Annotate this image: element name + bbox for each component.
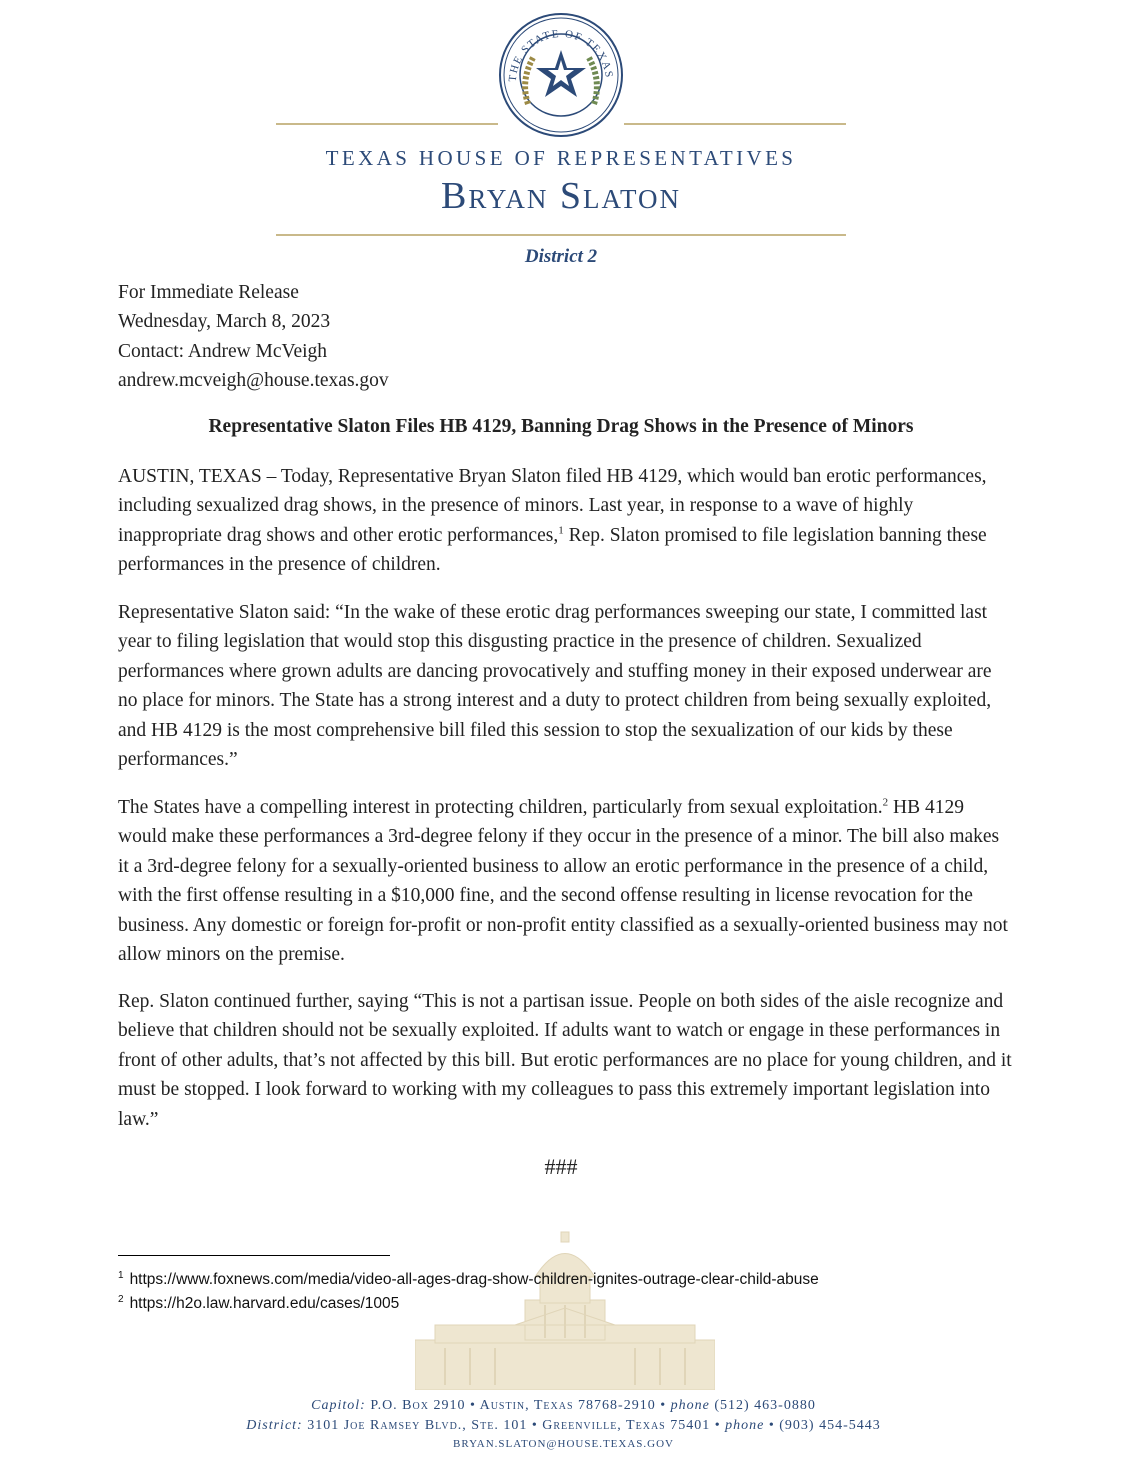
- end-mark: ###: [544, 1154, 578, 1179]
- paragraph-2: Representative Slaton said: “In the wake of these erotic drag performances sweeping our state, I committed last year to filing legislation that would stop this disgusting practice in the presence of children. Sexualized performances where grown adults are dancing provocatively and stuffing money in their exposed underwear are no place for minors. The State has a strong interest and a duty to protect children from being sexually exploited, and HB 4129 is the most comprehensive bill filed this session to stop the sexualization of our kids by these performances.”: [118, 602, 992, 771]
- header-rule-left: [276, 123, 498, 125]
- contact-name: Contact: Andrew McVeigh: [118, 340, 328, 362]
- headline: Representative Slaton Files HB 4129, Banning Drag Shows in the Presence of Minors: [208, 416, 914, 437]
- texas-state-seal: [498, 12, 624, 138]
- footer-capitol-line: Capitol: P.O. Box 2910 • Austin, Texas 78768-2910 • phone (512) 463-0880: [311, 1398, 816, 1413]
- district-label: District 2: [524, 246, 598, 267]
- footnote-separator: [118, 1255, 390, 1256]
- seal-text: THE STATE OF TEXAS: [506, 27, 615, 83]
- release-info: [118, 278, 389, 395]
- header-rule-bottom: [276, 234, 846, 236]
- footnote-2: $^2$ https://h2o.law.harvard.edu/cases/1005: [118, 1294, 400, 1313]
- release-date: Wednesday, March 8, 2023: [118, 311, 331, 333]
- contact-email[interactable]: andrew.mcveigh@house.texas.gov: [118, 369, 389, 391]
- footnote-ref-1[interactable]: 1: [558, 524, 564, 537]
- capitol-building-watermark: [415, 1230, 715, 1390]
- footnote-ref-2[interactable]: 2: [882, 796, 889, 809]
- header-rule-right: [624, 123, 846, 125]
- chamber-name: TEXAS HOUSE OF REPRESENTATIVES: [325, 146, 797, 170]
- footnote-1: $^1$ https://www.foxnews.com/media/video-all-ages-drag-show-children-ignites-outrage-clear-child-abuse: [118, 1270, 819, 1289]
- footer-district-line: District: 3101 Joe Ramsey Blvd., Ste. 101 • Greenville, Texas 75401 • phone • (903) 454-5443: [246, 1418, 881, 1433]
- footnote-2-link[interactable]: https://h2o.law.harvard.edu/cases/1005: [129, 1295, 400, 1313]
- representative-name: Bryan Slaton: [440, 175, 681, 217]
- paragraph-4: Rep. Slaton continued further, saying “This is not a partisan issue. People on both sides of the aisle recognize and believe that children should not be sexually exploited. If adults want to watch or engage in these performances in front of other adults, that’s not affected by this bill. But erotic performances are no place for young children, and it must be stopped. I look forward to working with my colleagues to pass this extremely important legislation into law.”: [118, 991, 1012, 1130]
- release-status: For Immediate Release: [118, 282, 299, 303]
- footer-email[interactable]: BRYAN.SLATON@HOUSE.TEXAS.GOV: [453, 1438, 674, 1450]
- footnote-1-link[interactable]: https://www.foxnews.com/media/video-all-ages-drag-show-children-ignites-outrage-clear-child-abuse: [129, 1271, 819, 1289]
- paragraph-1: AUSTIN, TEXAS – Today, Representative Bryan Slaton filed HB 4129, which would ban erotic performances, including sexualized drag shows, in the presence of minors. Last year, in response to a wave of highly inappropriate drag shows and other erotic performances,$^1$ Rep. Slaton promised to file legislation banning these performances in the presence of children.: [118, 466, 987, 576]
- paragraph-3: The States have a compelling interest in protecting children, particularly from sexual exploitation.$^2$ HB 4129 would make these performances a 3rd-degree felony if they occur in the presence of a minor. The bill also makes it a 3rd-degree felony for a sexually-oriented business to allow an erotic performance in the presence of a child, with the first offense resulting in a $10,000 fine, and the second offense resulting in license revocation for the business. Any domestic or foreign for-profit or non-profit entity classified as a sexually-oriented business may not allow minors on the premise.: [118, 796, 1008, 966]
